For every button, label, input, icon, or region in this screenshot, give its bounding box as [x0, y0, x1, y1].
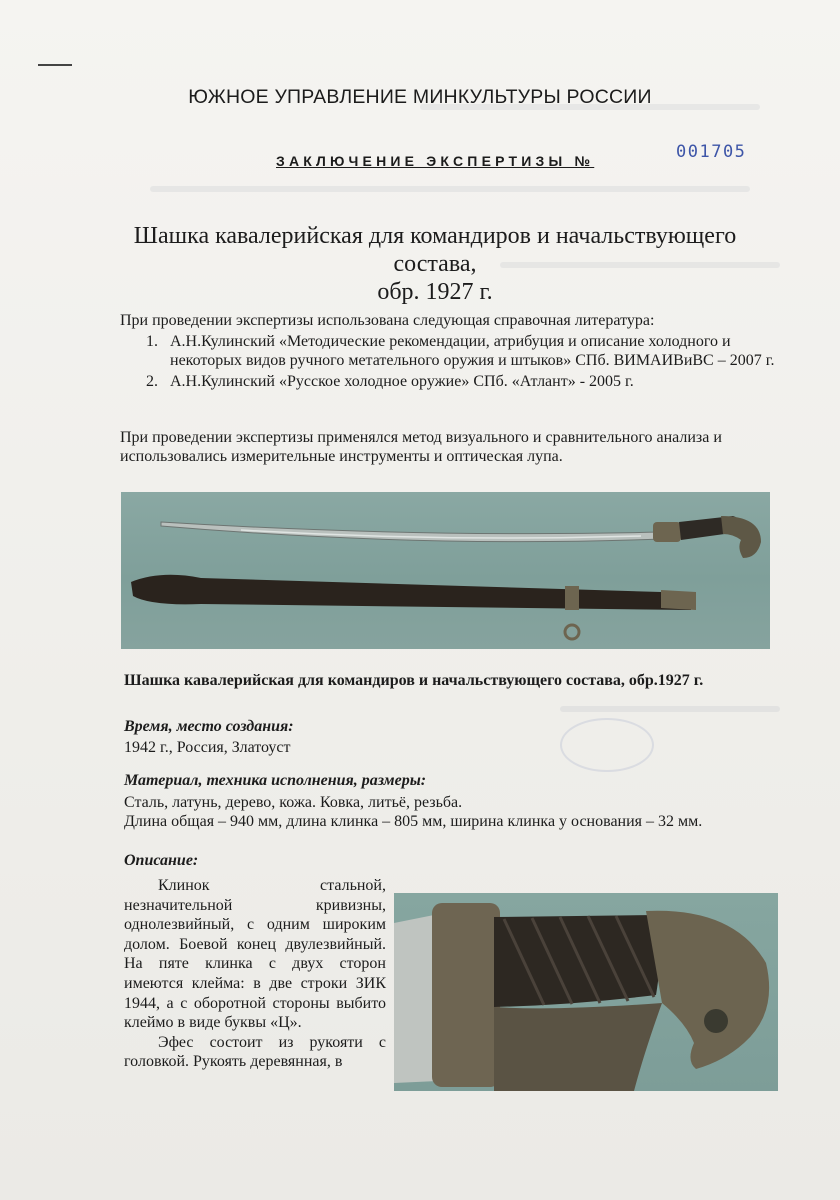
blade-shape	[161, 522, 661, 542]
document-title	[90, 222, 780, 306]
margin-mark	[38, 64, 72, 66]
hilt-illustration	[394, 893, 778, 1091]
literature-item	[120, 332, 800, 370]
time-place-heading: Время, место создания:	[124, 718, 294, 735]
guard-shape	[653, 522, 681, 542]
description-heading: Описание:	[124, 852, 199, 869]
literature-item-text: А.Н.Кулинский «Методические рекомендации, атрибуция и описание холодного и некоторых видов ручного метательного оружия и штыков» СПб. ВИМАИВиВС – 2007 г.	[170, 333, 775, 369]
grip-shadow	[494, 1003, 662, 1091]
guard-ferrule	[432, 903, 500, 1087]
time-place-value: 1942 г., Россия, Златоуст	[124, 739, 291, 756]
scabbard-band	[565, 586, 579, 610]
literature-item-text: А.Н.Кулинский «Русское холодное оружие» СПб. «Атлант» - 2005 г.	[170, 373, 634, 390]
pommel-hole	[704, 1009, 728, 1033]
scabbard-chape	[661, 590, 696, 610]
photo-caption: Шашка кавалерийская для командиров и начальствующего состава, обр.1927 г.	[124, 672, 704, 689]
pommel-shape	[721, 516, 761, 558]
material-heading: Материал, техника исполнения, размеры:	[124, 772, 427, 789]
description-paragraph-1: Клинок стальной, незначительной кривизны, однолезвийный, с одним широким долом. Боевой конец двулезвийный. На пяте клинка с двух сторон имеются клейма: в две строки ЗИК 1944, а с оборотной стороны выбито клеймо в виде буквы «Ц».	[124, 877, 386, 1032]
bleed-through-text	[150, 186, 750, 192]
title-line-1: Шашка кавалерийская для командиров и начальствующего состава,	[133, 223, 737, 277]
description-text	[124, 876, 386, 1072]
method-paragraph: При проведении экспертизы применялся метод визуального и сравнительного анализа и использовались измерительные инструменты и оптическая лупа.	[120, 429, 722, 465]
literature-item-number: 2.	[146, 373, 158, 390]
material-line-1: Сталь, латунь, дерево, кожа. Ковка, литьё, резьба.	[124, 794, 463, 811]
saber-illustration	[121, 492, 770, 649]
scabbard-ring	[565, 625, 579, 639]
pommel-head	[646, 911, 769, 1069]
material-line-2: Длина общая – 940 мм, длина клинка – 805 мм, ширина клинка у основания – 32 мм.	[124, 813, 703, 830]
blade-base	[394, 915, 438, 1083]
literature-intro: При проведении экспертизы использована следующая справочная литература:	[120, 312, 655, 329]
conclusion-heading: ЗАКЛЮЧЕНИЕ ЭКСПЕРТИЗЫ №	[276, 153, 595, 169]
saber-photo	[121, 492, 770, 649]
document-number: 001705	[676, 142, 747, 162]
hilt-photo	[394, 893, 778, 1091]
literature-list	[120, 332, 800, 393]
literature-item	[120, 372, 800, 391]
organization-header: ЮЖНОЕ УПРАВЛЕНИЕ МИНКУЛЬТУРЫ РОССИИ	[188, 86, 652, 108]
bleed-through-text	[560, 706, 780, 712]
description-paragraph-2: Эфес состоит из рукояти с головкой. Рукоять деревянная, в	[124, 1033, 386, 1071]
literature-item-number: 1.	[146, 333, 158, 350]
scabbard-shape	[131, 575, 691, 610]
title-line-2: обр. 1927 г.	[377, 279, 493, 305]
